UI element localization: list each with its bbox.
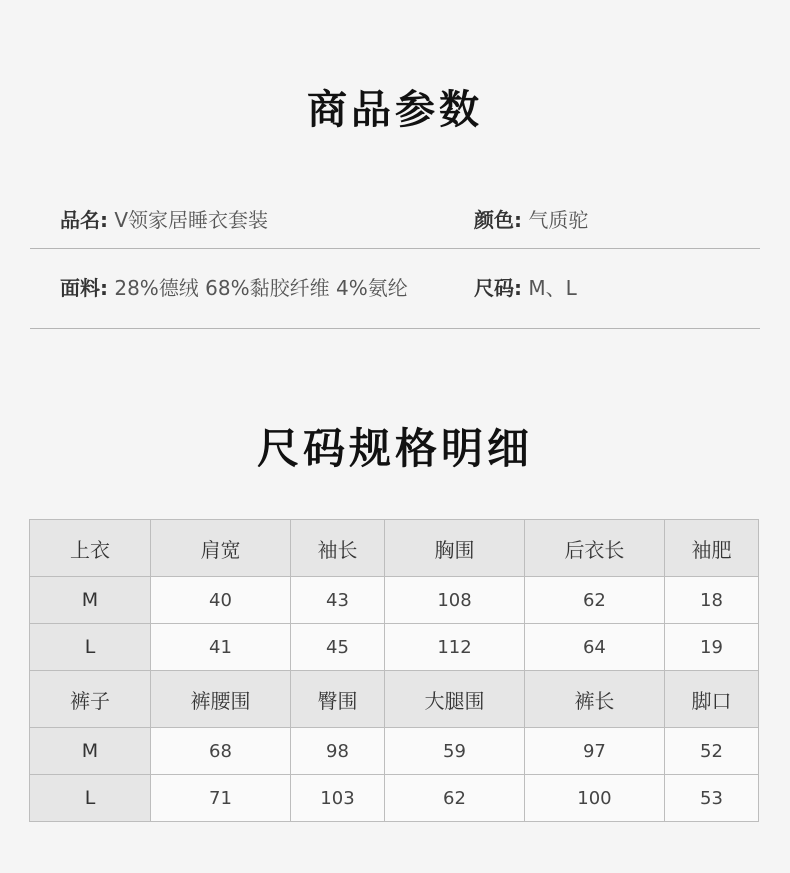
table-cell: 59: [385, 728, 525, 775]
table-cell: 68: [151, 728, 291, 775]
table-row-label: L: [30, 624, 151, 671]
param-size: [474, 268, 577, 308]
param-size-key: 尺码:: [474, 276, 522, 300]
product-params-title: 商品参数: [307, 86, 483, 133]
table-header-cell: 裤长: [524, 671, 664, 728]
param-fabric-value: 28%德绒 68%黏胶纤维 4%氨纶: [114, 276, 408, 300]
table-cell: 98: [290, 728, 384, 775]
table-row: [30, 624, 759, 671]
table-header-cell: 肩宽: [151, 520, 291, 577]
table-header-cell: 上衣: [30, 520, 151, 577]
table-cell: 112: [385, 624, 525, 671]
table-cell: 43: [290, 577, 384, 624]
param-fabric-key: 面料:: [60, 276, 108, 300]
table-cell: 62: [524, 577, 664, 624]
table-cell: 71: [151, 775, 291, 822]
table-header-cell: 袖长: [290, 520, 384, 577]
table-cell: 62: [385, 775, 525, 822]
param-fabric: [60, 268, 408, 308]
size-spec-table: [29, 519, 759, 822]
table-row: [30, 728, 759, 775]
pants-header-row: [30, 671, 759, 728]
top-header-row: [30, 520, 759, 577]
table-cell: 53: [664, 775, 758, 822]
param-name-key: 品名:: [60, 208, 108, 232]
param-row-2: [30, 268, 760, 329]
param-color-value: 气质驼: [528, 208, 589, 232]
param-name: [60, 200, 268, 240]
table-row-label: L: [30, 775, 151, 822]
table-cell: 40: [151, 577, 291, 624]
table-cell: 18: [664, 577, 758, 624]
param-size-value: M、L: [528, 276, 577, 300]
table-row: [30, 577, 759, 624]
table-row: [30, 775, 759, 822]
table-cell: 100: [524, 775, 664, 822]
table-cell: 97: [524, 728, 664, 775]
table-cell: 41: [151, 624, 291, 671]
table-header-cell: 裤腰围: [151, 671, 291, 728]
param-color: [474, 200, 588, 240]
table-cell: 64: [524, 624, 664, 671]
table-header-cell: 胸围: [385, 520, 525, 577]
table-header-cell: 后衣长: [524, 520, 664, 577]
table-header-cell: 大腿围: [385, 671, 525, 728]
table-row-label: M: [30, 577, 151, 624]
table-header-cell: 臀围: [290, 671, 384, 728]
param-color-key: 颜色:: [474, 208, 522, 232]
table-header-cell: 裤子: [30, 671, 151, 728]
param-row-1: [30, 200, 760, 249]
table-cell: 45: [290, 624, 384, 671]
table-cell: 19: [664, 624, 758, 671]
table-header-cell: 袖肥: [664, 520, 758, 577]
table-cell: 52: [664, 728, 758, 775]
table-cell: 108: [385, 577, 525, 624]
table-header-cell: 脚口: [664, 671, 758, 728]
table-row-label: M: [30, 728, 151, 775]
size-spec-title: 尺码规格明细: [256, 424, 533, 473]
param-name-value: V领家居睡衣套装: [114, 208, 269, 232]
table-cell: 103: [290, 775, 384, 822]
